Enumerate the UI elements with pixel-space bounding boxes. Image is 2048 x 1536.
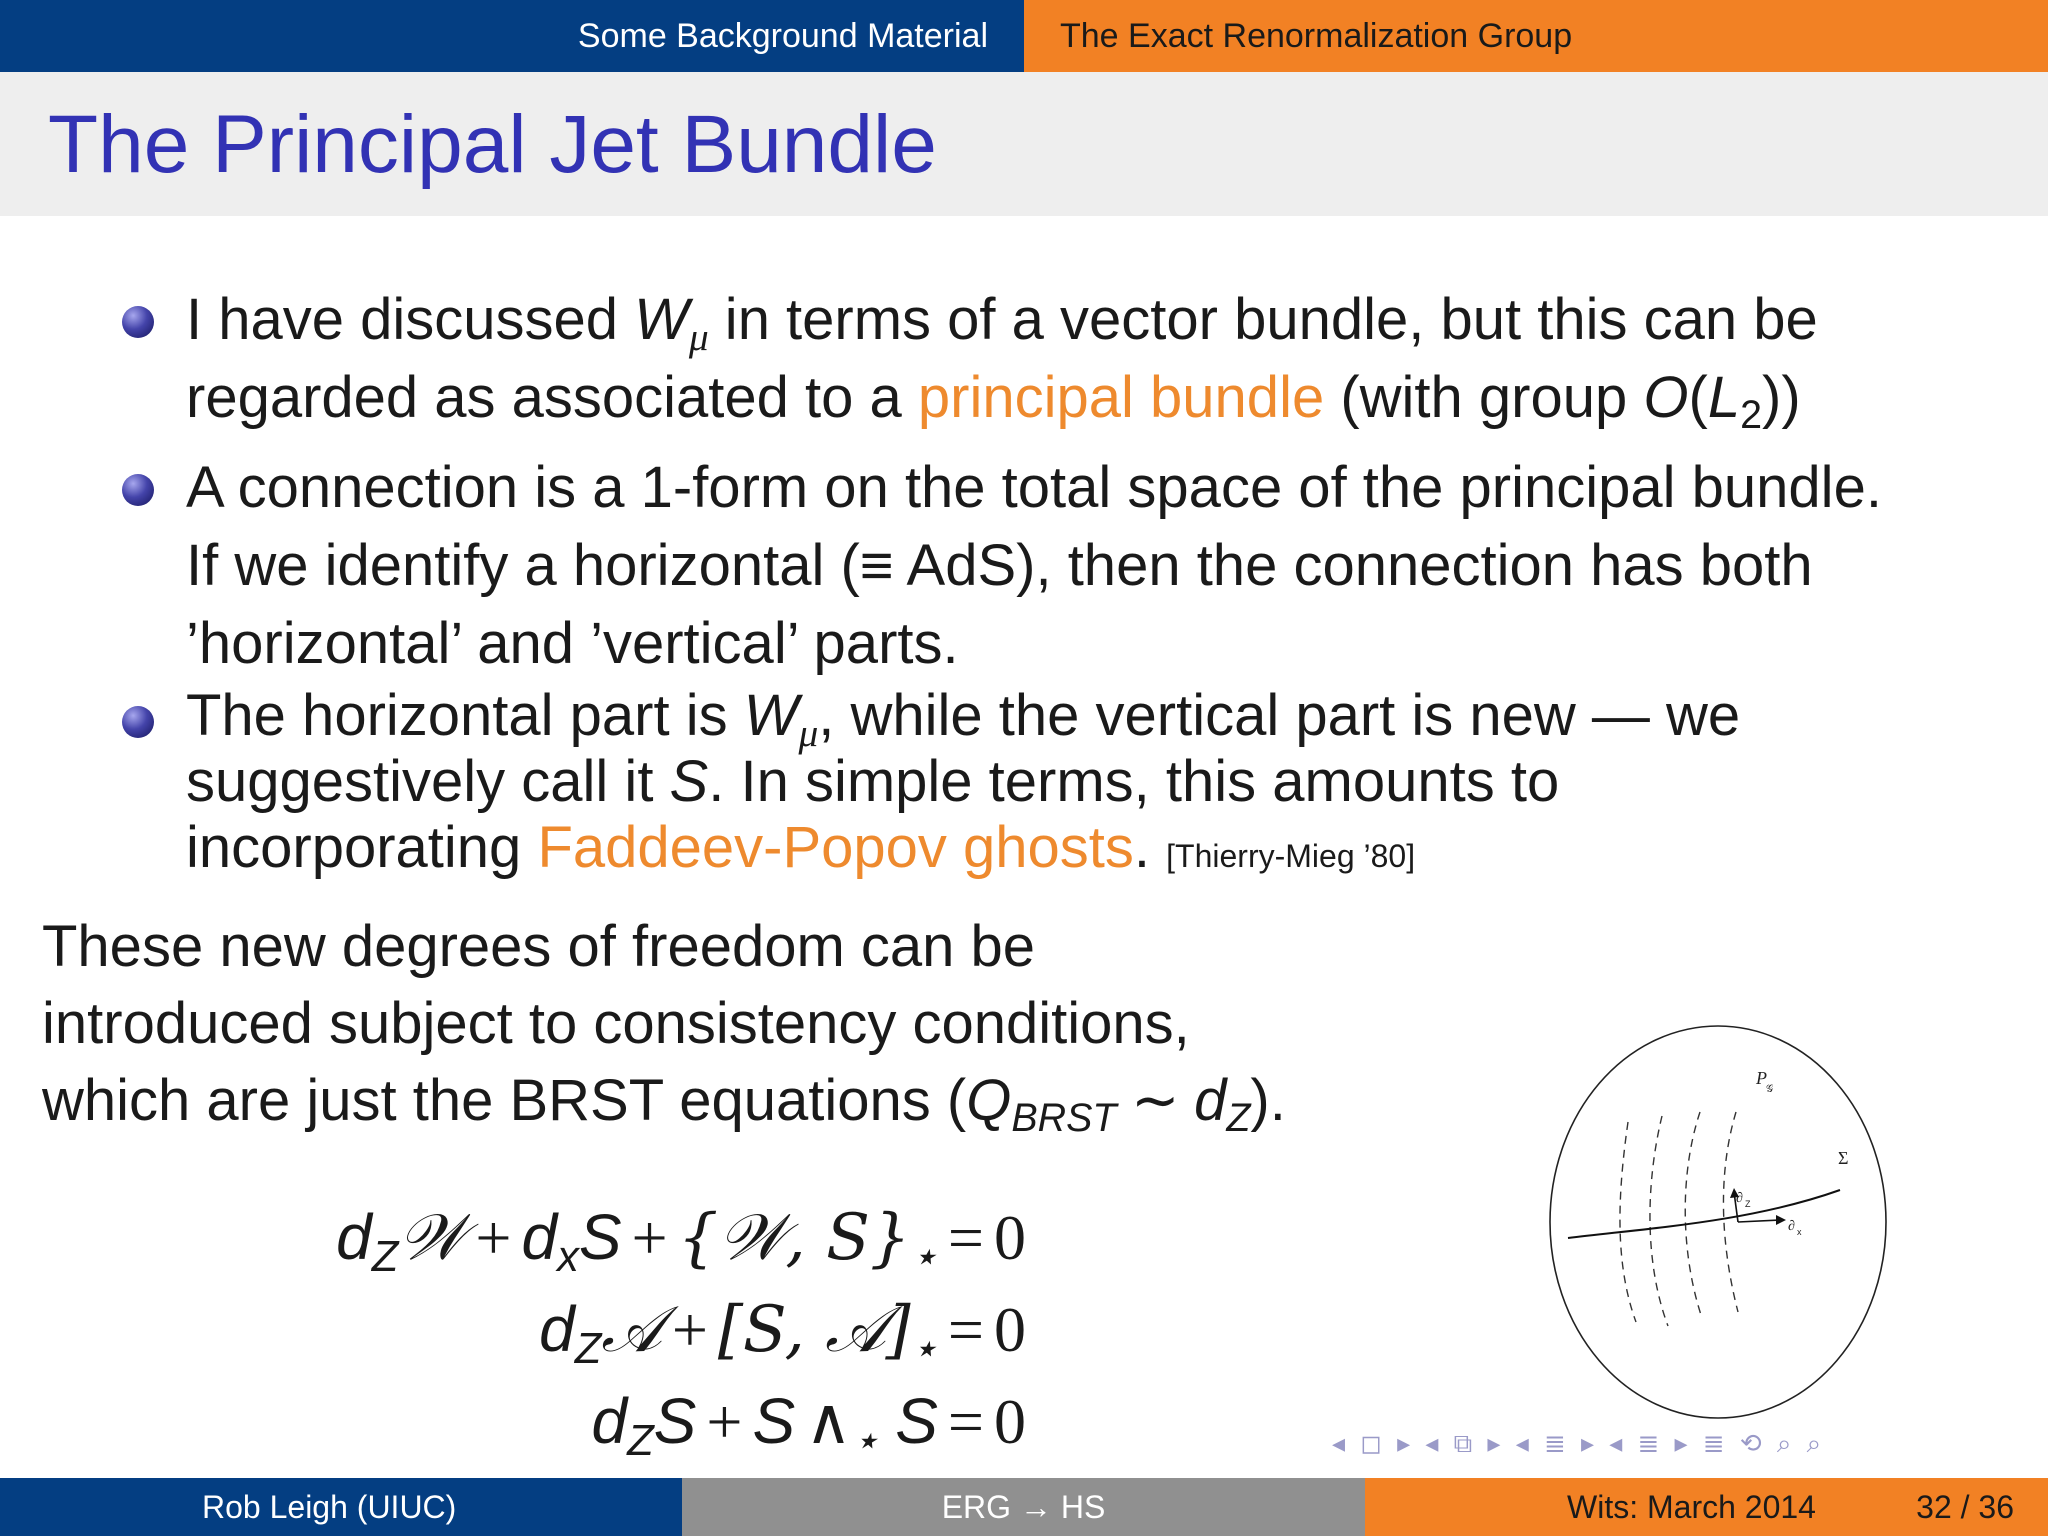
equation-3	[591, 1384, 1026, 1466]
text: ))	[1762, 365, 1801, 430]
fiber-line	[1685, 1112, 1702, 1318]
paragraph-line-2: introduced subject to consistency conditions,	[42, 991, 1190, 1056]
text: I have discussed	[186, 287, 635, 352]
body-paragraph	[42, 908, 1286, 1139]
citation: [Thierry-Mieg ’80]	[1166, 838, 1416, 874]
eq-sub: ⋆	[910, 1325, 938, 1374]
label-p: P	[1756, 1068, 1767, 1088]
text: . In simple terms, this amounts to	[708, 749, 1560, 814]
eq-symbol: 𝒲	[398, 1201, 466, 1275]
bullet-marker	[122, 306, 154, 338]
label-dx: ∂	[1788, 1219, 1795, 1234]
footer-event: Wits: March 2014	[1567, 1489, 1816, 1525]
label-dz: ∂	[1736, 1191, 1743, 1206]
bullet-item-1	[186, 281, 2016, 437]
equation-2	[539, 1292, 1026, 1374]
highlight-principal-bundle: principal bundle	[917, 365, 1325, 430]
top-navigation	[0, 0, 2048, 72]
eq-bracket: {𝒲, S}	[677, 1201, 911, 1275]
eq-operator: +	[706, 1386, 743, 1457]
bullet-1-line-1	[186, 281, 2016, 359]
footer-short-title: ERG → HS	[682, 1478, 1365, 1536]
bullet-item-3	[186, 683, 2016, 889]
eq-sub: Z	[574, 1325, 602, 1374]
equation-1	[336, 1200, 1026, 1282]
bullet-3-line-3	[186, 815, 2016, 889]
math-w: W	[743, 683, 799, 748]
bullet-2-line-1: A connection is a 1-form on the total space of the principal bundle.	[186, 455, 1882, 520]
label-dx-sub: x	[1797, 1227, 1802, 1237]
bullet-marker	[122, 474, 154, 506]
bullet-1-line-2: regarded as associated to a principal bundle (with group $O(L_2)$)	[186, 365, 1801, 438]
eq-symbol: S	[752, 1385, 796, 1457]
text: regarded as associated to a	[186, 365, 918, 430]
eq-sub: ⋆	[851, 1417, 880, 1466]
text: , while the vertical part is new — we	[818, 683, 1741, 748]
eq-symbol: d	[336, 1201, 372, 1273]
nav-section-background[interactable]	[0, 0, 1024, 72]
eq-operator: +	[631, 1202, 668, 1273]
nav-section-erg-label: The Exact Renormalization Group	[1060, 17, 1573, 55]
label-dz-sub: Z	[1745, 1199, 1751, 1209]
eq-symbol: d	[539, 1293, 575, 1365]
math-o: O	[1643, 365, 1689, 430]
math-sub-brst: BRST	[1011, 1096, 1117, 1141]
eq-symbol: d	[521, 1201, 558, 1273]
eq-symbol: S	[578, 1201, 622, 1273]
math-q: Q	[966, 1068, 1012, 1133]
math-sim: ∼	[1116, 1068, 1195, 1133]
bullet-2-line-2: If we identify a horizontal (≡ AdS), then the connection has both	[186, 533, 1813, 598]
math-sub-z: Z	[1226, 1096, 1251, 1141]
dx-arrow	[1738, 1220, 1780, 1222]
label-p-sub: 𝒢	[1766, 1084, 1774, 1095]
eq-zero: 0	[994, 1202, 1026, 1273]
fiber-line	[1723, 1112, 1738, 1312]
math-w: W	[634, 287, 689, 352]
text: which are just the BRST equations (	[42, 1068, 967, 1133]
eq-operator: =	[947, 1294, 984, 1365]
eq-symbol: 𝒜	[601, 1293, 662, 1367]
nav-section-erg[interactable]	[1024, 0, 2048, 72]
label-sigma: Σ	[1838, 1148, 1849, 1168]
eq-zero: 0	[994, 1294, 1026, 1365]
bullet-item-2	[186, 449, 2016, 683]
eq-zero: 0	[994, 1386, 1026, 1457]
eq-sub: Z	[371, 1233, 399, 1282]
bullet-3-line-2	[186, 749, 2016, 815]
bundle-outline	[1550, 1026, 1886, 1418]
eq-symbol: S	[895, 1385, 938, 1457]
text: ).	[1250, 1068, 1286, 1133]
eq-sub: ⋆	[910, 1233, 938, 1282]
text: incorporating	[186, 815, 538, 880]
nav-section-background-label: Some Background Material	[577, 17, 988, 55]
eq-operator: +	[671, 1294, 708, 1365]
paragraph-line-3	[42, 1062, 1286, 1139]
eq-symbol: S	[653, 1385, 697, 1457]
eq-operator: ∧	[805, 1386, 852, 1457]
eq-sub: x	[557, 1233, 579, 1282]
math-l: L	[1707, 365, 1741, 430]
dx-arrowhead	[1776, 1215, 1786, 1225]
beamer-navigation-symbols[interactable]: ◂ ◻ ▸ ◂ ⧉ ▸ ◂ ≣ ▸ ◂ ≣ ▸ ≣ ⟲ ⌕ ⌕	[1332, 1428, 1826, 1458]
footer-bar	[0, 1478, 2048, 1536]
principal-bundle-figure	[1540, 1022, 1900, 1430]
eq-operator: +	[475, 1202, 512, 1273]
eq-symbol: d	[591, 1385, 628, 1457]
frame-title: The Principal Jet Bundle	[48, 99, 937, 190]
eq-operator: =	[947, 1386, 984, 1457]
math-mu: μ	[688, 315, 709, 360]
math-sub-2: 2	[1740, 393, 1763, 438]
bullet-3-line-1	[186, 683, 2016, 756]
math-mu: μ	[798, 711, 819, 756]
footer-right	[1365, 1478, 2048, 1536]
bullet-2-line-3: ’horizontal’ and ’vertical’ parts.	[186, 611, 959, 676]
paragraph-line-1: These new degrees of freedom can be	[42, 914, 1036, 979]
math-s: S	[669, 749, 709, 814]
eq-operator: =	[947, 1202, 984, 1273]
fiber-line	[1620, 1122, 1636, 1322]
text: in terms of a vector bundle, but this can be	[708, 287, 1818, 352]
bullet-marker	[122, 706, 154, 738]
text: .	[1133, 815, 1167, 880]
frame-title-bar	[0, 72, 2048, 216]
eq-bracket: [S, 𝒜]	[717, 1293, 911, 1367]
text: suggestively call it	[186, 749, 670, 814]
text: (with group	[1324, 365, 1644, 430]
fiber-line	[1650, 1116, 1668, 1326]
math-d: d	[1194, 1068, 1227, 1133]
footer-page-number: 32 / 36	[1916, 1489, 2014, 1525]
highlight-faddeev-popov: Faddeev-Popov ghosts	[537, 815, 1134, 880]
text: The horizontal part is	[186, 683, 744, 748]
eq-sub: Z	[627, 1417, 654, 1466]
footer-author: Rob Leigh (UIUC)	[0, 1478, 682, 1536]
